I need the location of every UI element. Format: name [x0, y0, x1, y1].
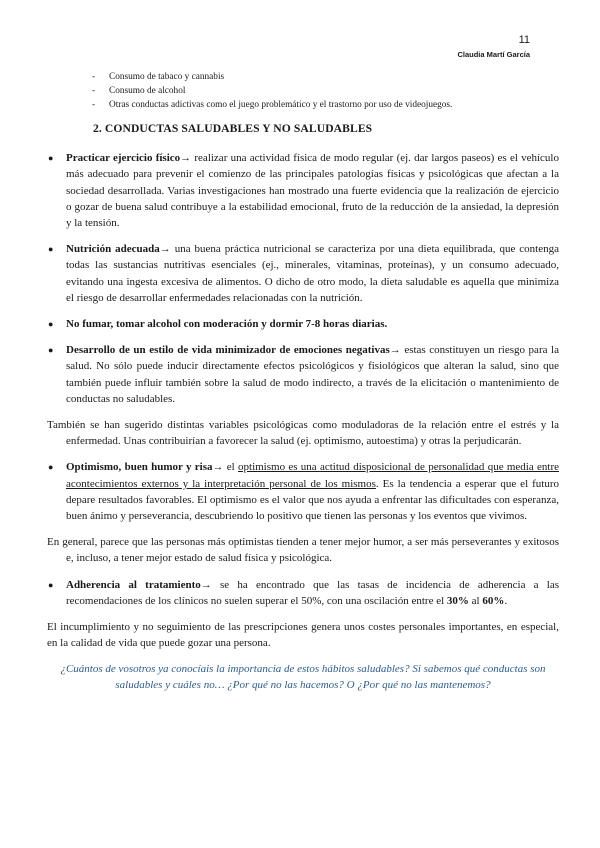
document-body	[47, 70, 559, 693]
bullet-heading: Practicar ejercicio físico	[66, 152, 181, 165]
list-item: - Consumo de tabaco y cannabis	[92, 70, 559, 84]
bullet-heading: No fumar, tomar alcohol con moderación y dormir 7-8 horas diarias.	[66, 318, 388, 331]
bullet-text: → estas constituyen un riesgo para la salud. No sólo puede inducir directamente efectos psicológicos y fisiológicos que alteran la salud, sino que también puede influir también sobre la salud de modo indirecto, a través de la elicitación o mantenimiento de conductas no saludables.	[66, 344, 559, 405]
page-number: 11	[518, 34, 530, 46]
bullet-text: al	[468, 594, 483, 607]
bullet-heading: Desarrollo de un estilo de vida minimizador de emociones negativas	[66, 344, 390, 357]
bullet-icon: ●	[48, 579, 54, 590]
percentage-high: 60%	[482, 594, 505, 607]
bullet-icon: ●	[48, 345, 54, 356]
author-name: Claudia Martí García	[457, 50, 530, 59]
bullet-text: → realizar una actividad física de modo regular (ej. dar largos paseos) es el vehículo más adecuado para prevenir el comienzo de las principales patologías físicas y psicológicas que afectan a la sociedad desarrollada. Varias investigaciones han mostrado una fuerte evidencia que la realización de ejercicio o gozar de buena salud contribuye a la estabilidad emocional, fruto de la reducción de la ansiedad, la depresión y la tensión.	[66, 152, 559, 230]
bullet-icon: ●	[48, 462, 54, 473]
bullet-icon: ●	[48, 153, 54, 164]
paragraph-optimists: En general, parece que las personas más optimistas tienden a tener mejor humor, a ser más perseverantes y exitosos e, incluso, a tener mejor estado de salud física y psicológica.	[47, 536, 559, 565]
reflection-question: ¿Cuántos de vosotros ya conocíais la importancia de estos hábitos saludables? Si sabemos qué conductas son saludables y cuáles no… ¿Por qué no las hacemos? O ¿Por qué no las mantenemos?	[60, 663, 546, 692]
page-header	[457, 34, 530, 60]
bullet-heading: Optimismo, buen humor y risa	[66, 461, 213, 474]
underlined-definition: optimismo es una actitud disposicional de personalidad que media entre acontecimientos externos y la interpretación personal de los mismos	[66, 461, 560, 490]
bullet-heading: Nutrición adecuada	[66, 243, 160, 256]
dash-list	[92, 70, 559, 112]
bullet-icon: ●	[48, 244, 54, 255]
bullet-text: . Es la tendencia a esperar que el futuro depare resultados favorables. El optimismo es el valor que nos ayuda a enfrentar las dificultades con esperanza, buen ánimo y perseverancia, descubriendo lo positivo que tienen las personas y los eventos que vivimos.	[66, 477, 559, 523]
bullet-exercise	[47, 150, 559, 231]
bullet-heading: Adherencia al tratamiento	[66, 578, 201, 591]
list-item: - Otras conductas adictivas como el juego problemático y el trastorno por uso de videojuegos.	[92, 98, 559, 112]
paragraph-variables: También se han sugerido distintas variables psicológicas como moduladoras de la relación entre el estrés y la enfermedad. Unas contribuirían a favorecer la salud (ej. optimismo, autoestima) y otras la perjudicarán.	[47, 419, 559, 448]
bullet-nutrition	[47, 241, 559, 306]
paragraph-noncompliance: El incumplimiento y no seguimiento de las prescripciones genera unos costes personales importantes, en especial, en la calidad de vida que puede gozar una persona.	[47, 621, 559, 650]
list-item: - Consumo de alcohol	[92, 84, 559, 98]
section-title: 2. CONDUCTAS SALUDABLES Y NO SALUDABLES	[93, 122, 373, 135]
bullet-lifestyle	[47, 342, 559, 407]
bullet-adherence	[47, 577, 559, 609]
bullet-no-smoking	[47, 316, 559, 332]
bullet-text: → se ha encontrado que las tasas de incidencia de adherencia a las recomendaciones de los clínicos no suelen superar el 50%, con una oscilación entre el	[66, 578, 559, 607]
percentage-low: 30%	[446, 594, 469, 607]
bullet-text: → una buena práctica nutricional se caracteriza por una dieta equilibrada, que contenga todas las sustancias nutritivas esenciales (ej., minerales, vitaminas, proteínas), y un consumo adecuado, evitando una ingesta excesiva de alimentos. O dicho de otro modo, la dieta saludable es aquella que minimiza el riesgo de desarrollar enfermedades relacionadas con la nutrición.	[66, 243, 559, 304]
bullet-optimism	[47, 459, 559, 524]
bullet-arrow: → el	[212, 461, 239, 474]
bullet-icon: ●	[48, 319, 54, 330]
bullet-text: .	[504, 594, 508, 607]
